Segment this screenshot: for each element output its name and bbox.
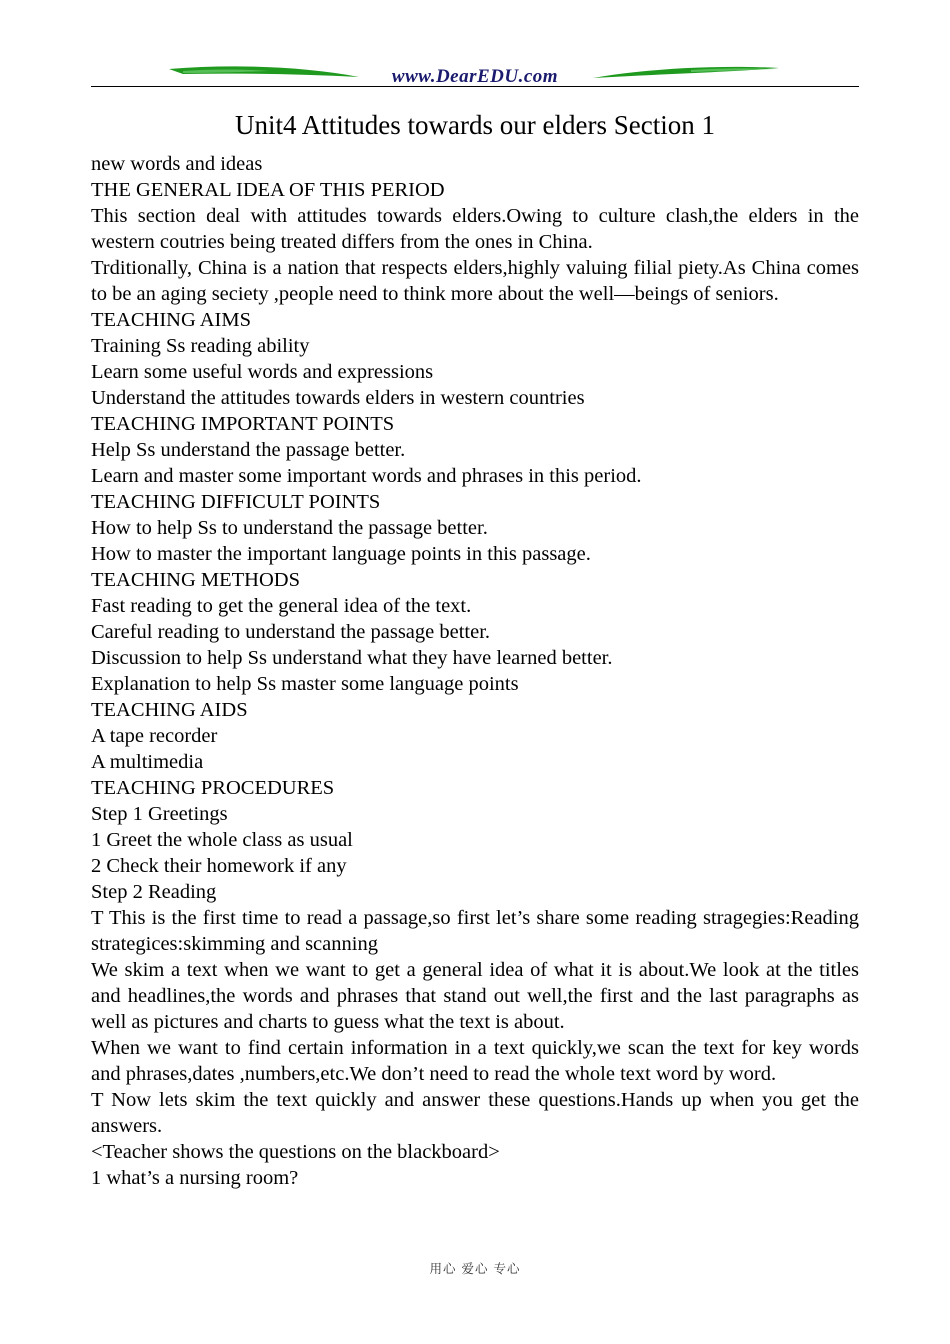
body-paragraph: TEACHING DIFFICULT POINTS xyxy=(91,491,381,513)
header-divider xyxy=(91,86,859,87)
body-paragraph: Help Ss understand the passage better. xyxy=(91,439,406,461)
body-paragraph: TEACHING PROCEDURES xyxy=(91,777,335,799)
body-paragraph: new words and ideas xyxy=(91,153,263,175)
body-paragraph: Step 1 Greetings xyxy=(91,803,228,825)
body-paragraph: T Now lets skim the text quickly and answer these questions.Hands up when you get the answers. xyxy=(91,1089,859,1137)
site-url[interactable]: www.DearEDU.com xyxy=(391,66,559,87)
body-paragraph: 1 Greet the whole class as usual xyxy=(91,829,353,851)
body-paragraph: TEACHING AIMS xyxy=(91,309,252,331)
body-paragraph: THE GENERAL IDEA OF THIS PERIOD xyxy=(91,179,445,201)
body-paragraph: A tape recorder xyxy=(91,725,218,747)
body-paragraph: Training Ss reading ability xyxy=(91,335,310,357)
body-paragraph: <Teacher shows the questions on the blackboard> xyxy=(91,1141,500,1163)
body-paragraph: When we want to find certain information in a text quickly,we scan the text for key words and phrases,dates ,numbers,etc.We don’t need to read the whole text word by word. xyxy=(91,1037,859,1085)
body-paragraph: 2 Check their homework if any xyxy=(91,855,347,877)
body-paragraph: Discussion to help Ss understand what they have learned better. xyxy=(91,647,613,669)
body-paragraph: Learn some useful words and expressions xyxy=(91,361,434,383)
body-paragraph: This section deal with attitudes towards elders.Owing to culture clash,the elders in the western coutries being treated differs from the ones in China. xyxy=(91,205,859,253)
body-paragraph: Explanation to help Ss master some language points xyxy=(91,673,519,695)
body-paragraph: TEACHING METHODS xyxy=(91,569,300,591)
body-paragraph: How to help Ss to understand the passage better. xyxy=(91,517,488,539)
document-title: Unit4 Attitudes towards our elders Section 1 xyxy=(235,110,715,140)
body-paragraph: Careful reading to understand the passage better. xyxy=(91,621,491,643)
document-body xyxy=(91,151,859,1191)
body-paragraph: A multimedia xyxy=(91,751,204,773)
page-footer: 用心 爱心 专心 xyxy=(429,1261,521,1276)
body-paragraph: TEACHING IMPORTANT POINTS xyxy=(91,413,395,435)
body-paragraph: 1 what’s a nursing room? xyxy=(91,1167,299,1189)
body-paragraph: How to master the important language points in this passage. xyxy=(91,543,591,565)
body-paragraph: TEACHING AIDS xyxy=(91,699,248,721)
body-paragraph: Learn and master some important words and phrases in this period. xyxy=(91,465,642,487)
body-paragraph: Step 2 Reading xyxy=(91,881,217,903)
body-paragraph: We skim a text when we want to get a general idea of what it is about.We look at the titles and headlines,the words and phrases that stand out well,the first and the last paragraphs as well as pictures and charts to guess what the text is about. xyxy=(91,959,859,1033)
body-paragraph: Trditionally, China is a nation that respects elders,highly valuing filial piety.As China comes to be an aging seciety ,people need to think more about the well—beings of seniors. xyxy=(91,257,859,305)
body-paragraph: T This is the first time to read a passage,so first let’s share some reading stragegies:Reading strategices:skimming and scanning xyxy=(91,907,859,955)
body-paragraph: Understand the attitudes towards elders in western countries xyxy=(91,387,585,409)
body-paragraph: Fast reading to get the general idea of the text. xyxy=(91,595,472,617)
